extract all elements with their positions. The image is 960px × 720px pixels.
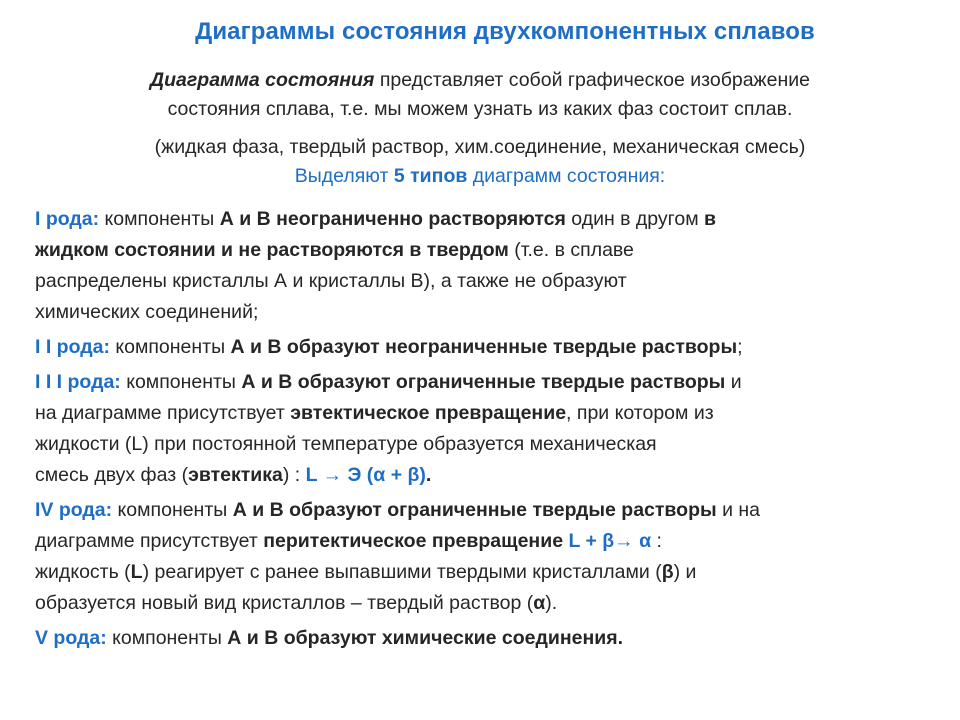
type-4-text: жидкость ( bbox=[35, 561, 131, 583]
eutectic-formula: L → Э (α + β) bbox=[305, 464, 426, 486]
type-2-item bbox=[35, 332, 935, 363]
type-2-text: ; bbox=[737, 336, 743, 358]
type-3-text: компоненты bbox=[120, 371, 242, 393]
type-5-item bbox=[35, 623, 935, 654]
slide-title: Диаграммы состояния двухкомпонентных сплавов bbox=[195, 18, 815, 45]
type-5-bold: А и В образуют химические соединения bbox=[227, 627, 618, 649]
type-1-label: I рода: bbox=[35, 208, 100, 230]
type-4-bold: L bbox=[130, 561, 143, 583]
type-3-line-3: жидкости (L) при постоянной температуре образуется механическая bbox=[35, 433, 657, 455]
type-5-label: V рода: bbox=[35, 627, 107, 649]
type-1-bold: жидком состоянии и не растворяются в твердом bbox=[35, 239, 509, 261]
intro-line-2: состояния сплава, т.е. мы можем узнать из каких фаз состоит сплав. bbox=[167, 98, 793, 120]
type-2-bold: А и В образуют неограниченные твердые растворы bbox=[230, 336, 738, 358]
type-3-label: I I I рода: bbox=[35, 371, 121, 393]
type-4-text: и на bbox=[716, 499, 760, 521]
type-4-text: ) и bbox=[673, 561, 697, 583]
type-4-text: ). bbox=[545, 592, 558, 614]
type-1-text: компоненты bbox=[99, 208, 220, 230]
type-3-text: . bbox=[425, 464, 432, 486]
types-list bbox=[35, 204, 935, 658]
type-4-bold: α bbox=[533, 592, 546, 614]
intro-line-3: (жидкая фаза, твердый раствор, хим.соединение, механическая смесь) bbox=[154, 136, 806, 158]
type-3-text: , при котором из bbox=[566, 402, 714, 424]
peritectic-formula: L + β→ α bbox=[568, 530, 652, 552]
type-3-text: смесь двух фаз ( bbox=[35, 464, 189, 486]
type-3-text: и bbox=[725, 371, 742, 393]
intro-line-1 bbox=[40, 66, 920, 95]
type-3-item bbox=[35, 367, 935, 491]
type-1-bold: А и В неограниченно растворяются bbox=[219, 208, 566, 230]
type-4-bold: перитектическое превращение bbox=[263, 530, 564, 552]
type-2-text: компоненты bbox=[109, 336, 231, 358]
type-5-text: . bbox=[617, 627, 624, 649]
type-4-bold: А и В образуют ограниченные твердые растворы bbox=[232, 499, 717, 521]
intro-line-4 bbox=[40, 162, 920, 191]
intro-term: Диаграмма состояния bbox=[150, 69, 375, 91]
type-4-text: : bbox=[651, 530, 662, 552]
type-1-line-4: химических соединений; bbox=[35, 301, 259, 323]
type-3-text: ) : bbox=[282, 464, 306, 486]
type-4-bold: β bbox=[661, 561, 674, 583]
type-4-item bbox=[35, 495, 935, 619]
type-4-text: образуется новый вид кристаллов – твердый раствор ( bbox=[35, 592, 534, 614]
type-4-text: компоненты bbox=[112, 499, 233, 521]
type-4-text: ) реагирует с ранее выпавшими твердыми кристаллами ( bbox=[142, 561, 662, 583]
intro-block bbox=[40, 66, 920, 191]
type-1-item bbox=[35, 204, 935, 328]
type-4-text: диаграмме присутствует bbox=[35, 530, 264, 552]
type-1-text: один в другом bbox=[565, 208, 705, 230]
intro-line-4-pre: Выделяют bbox=[294, 165, 394, 187]
intro-five-types: 5 типов bbox=[393, 165, 468, 187]
type-1-bold: в bbox=[704, 208, 717, 230]
type-3-bold: эвтектическое превращение bbox=[290, 402, 567, 424]
type-2-label: I I рода: bbox=[35, 336, 110, 358]
type-5-text: компоненты bbox=[106, 627, 228, 649]
type-1-line-3: распределены кристаллы А и кристаллы В), а также не образуют bbox=[35, 270, 627, 292]
intro-line-1-rest: представляет собой графическое изображение bbox=[374, 69, 810, 91]
type-3-bold: эвтектика bbox=[188, 464, 283, 486]
intro-line-4-post: диаграмм состояния: bbox=[467, 165, 666, 187]
type-3-bold: А и В образуют ограниченные твердые растворы bbox=[241, 371, 726, 393]
type-3-text: на диаграмме присутствует bbox=[35, 402, 291, 424]
type-4-label: IV рода: bbox=[35, 499, 113, 521]
type-1-text: (т.е. в сплаве bbox=[508, 239, 634, 261]
